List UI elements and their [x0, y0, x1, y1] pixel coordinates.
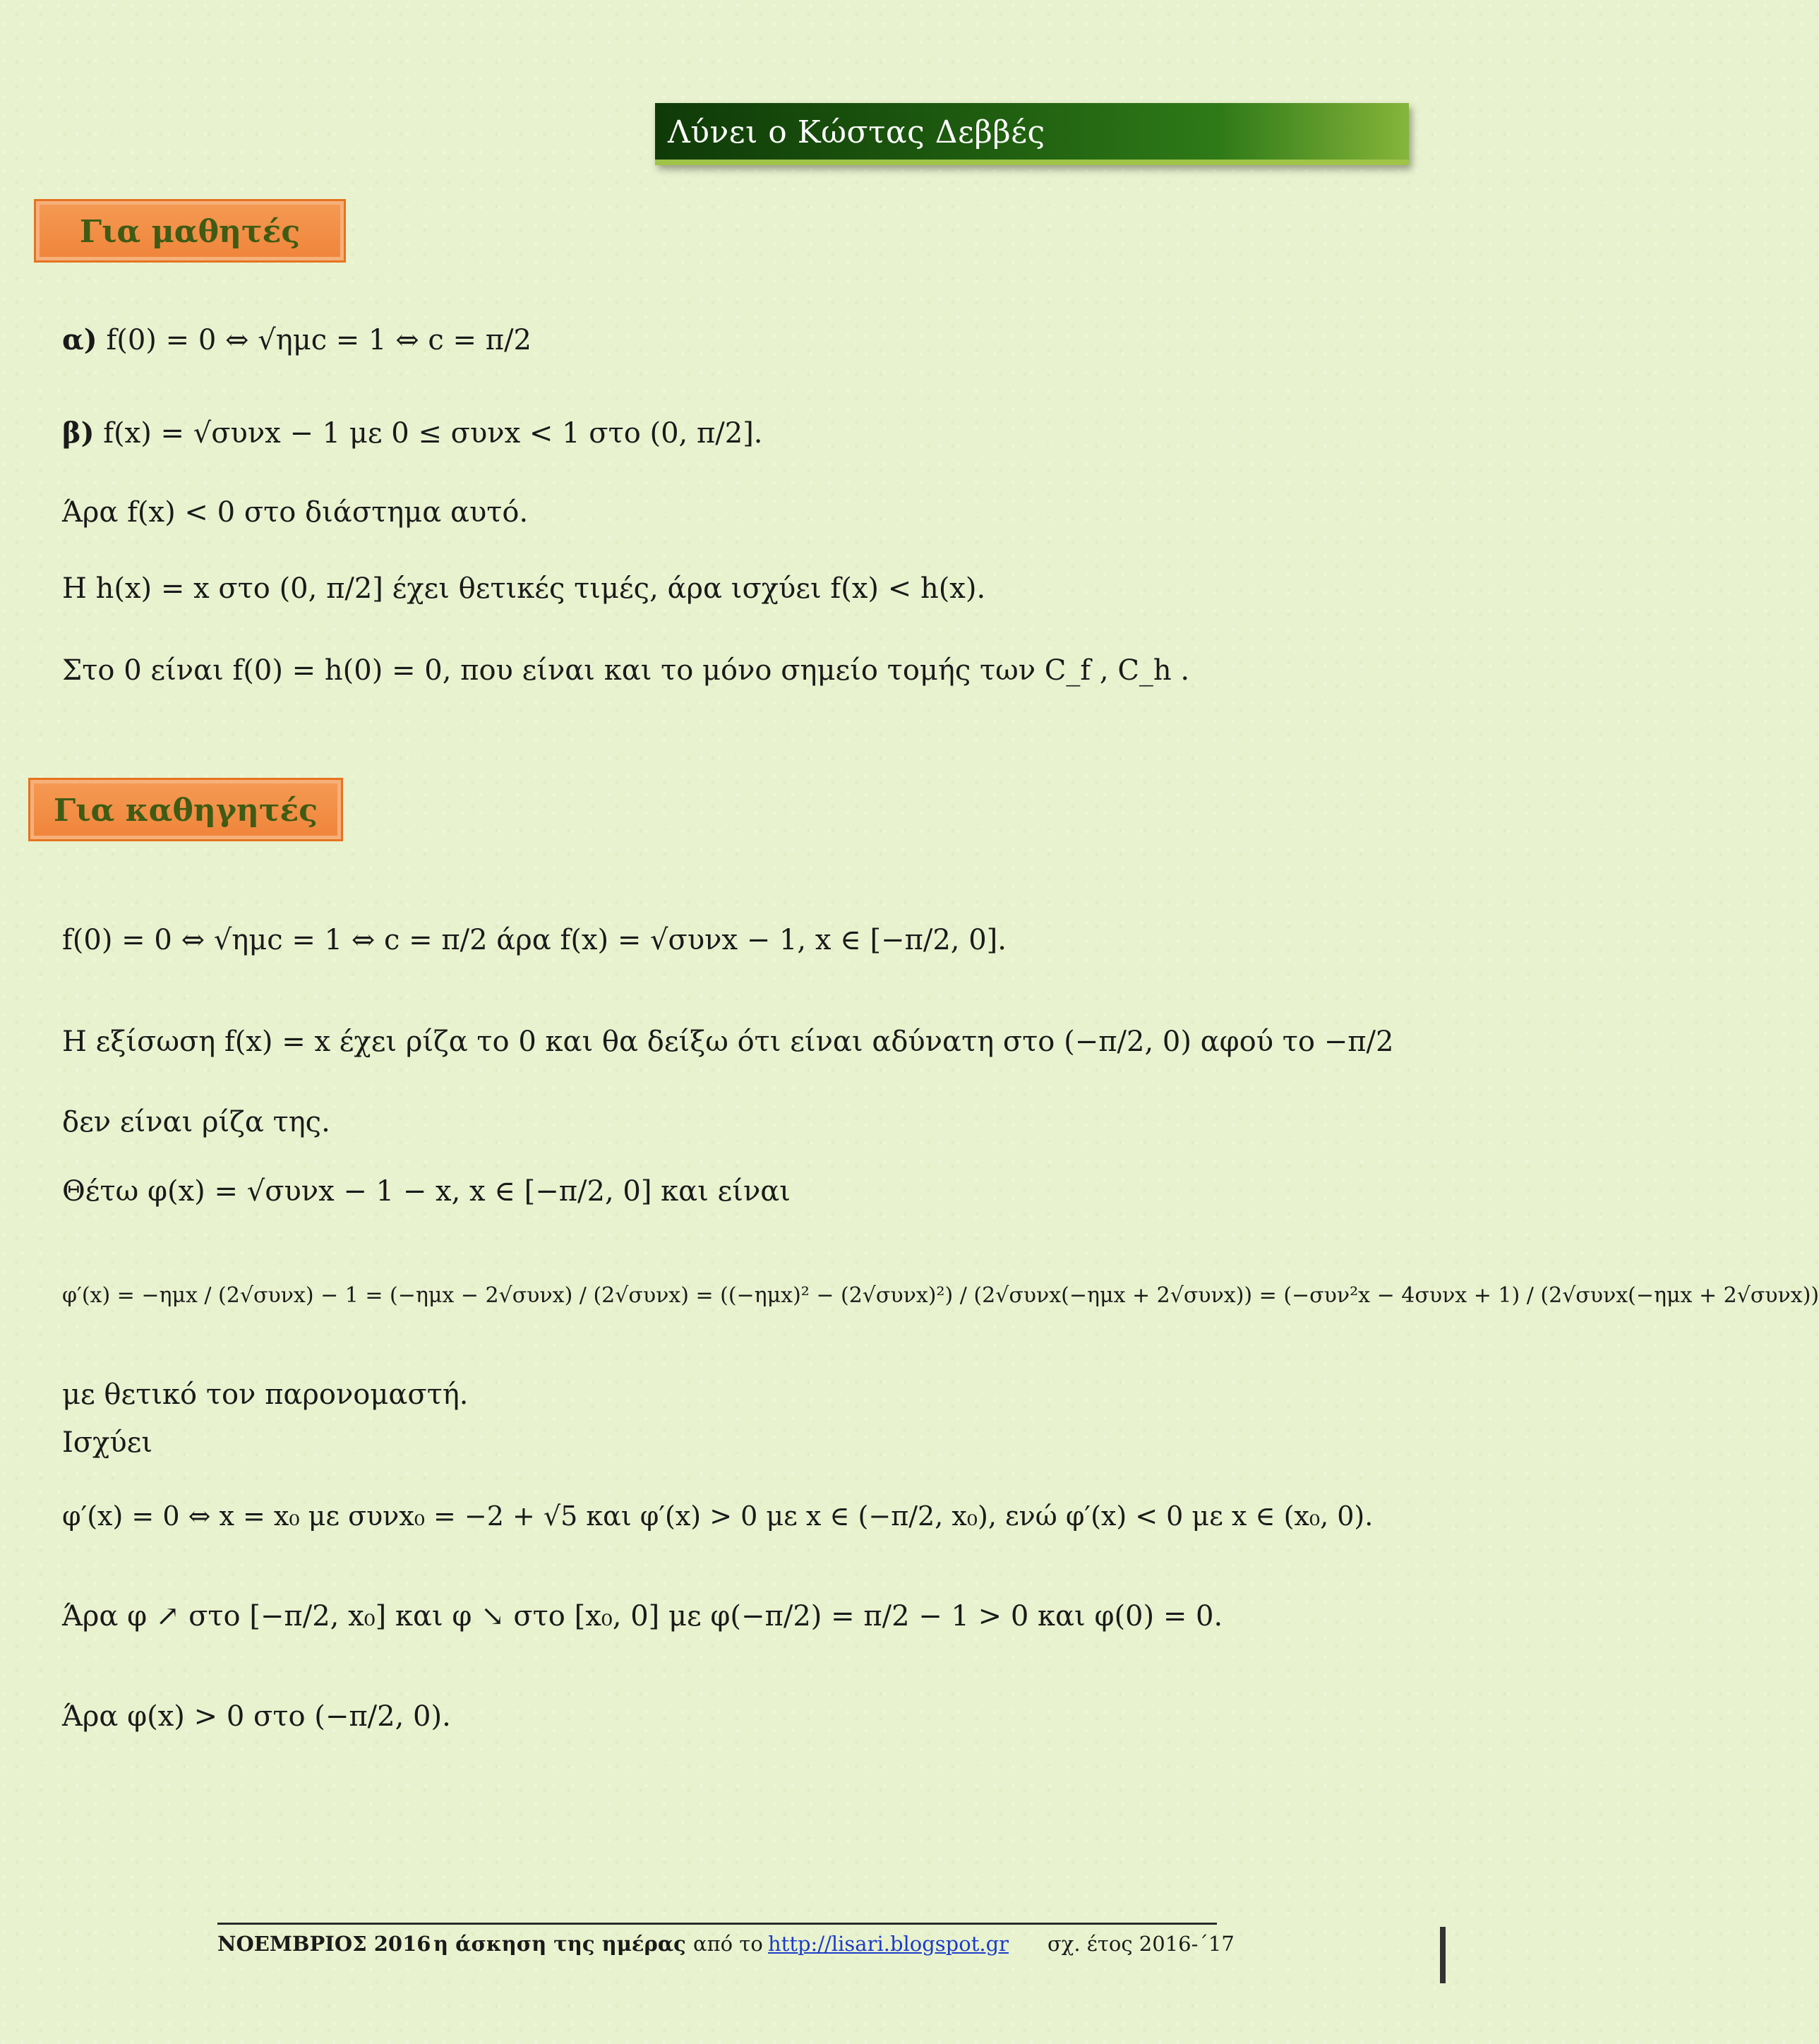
teachers-line-3: δεν είναι ρίζα της.: [62, 1106, 330, 1138]
teachers-line-10: Άρα φ(x) > 0 στο (−π/2, 0).: [62, 1700, 451, 1733]
footer-link[interactable]: http://lisari.blogspot.gr: [768, 1932, 1009, 1956]
author-name: Λύνει ο Κώστας Δεββές: [668, 114, 1045, 150]
label-alpha: α): [62, 323, 97, 356]
page-edge-mark: [1440, 1927, 1446, 1983]
footer-month: ΝΟΕΜΒΡΙΟΣ 2016: [217, 1932, 431, 1956]
teachers-line-9: Άρα φ ↗ στο [−π/2, x₀] και φ ↘ στο [x₀, 0] με φ(−π/2) = π/2 − 1 > 0 και φ(0) = 0.: [62, 1600, 1223, 1633]
students-line-5: Στο 0 είναι f(0) = h(0) = 0, που είναι και το μόνο σημείο τομής των C_f , C_h .: [62, 654, 1190, 687]
teachers-line-4: Θέτω φ(x) = √συνx − 1 − x, x ∈ [−π/2, 0] και είναι: [62, 1175, 791, 1208]
students-line-4: Η h(x) = x στο (0, π/2] έχει θετικές τιμές, άρα ισχύει f(x) < h(x).: [62, 572, 986, 605]
teachers-line-1: f(0) = 0 ⇔ √ημc = 1 ⇔ c = π/2 άρα f(x) = √συνx − 1, x ∈ [−π/2, 0].: [62, 924, 1007, 956]
author-banner: [655, 103, 1409, 165]
section-title-teachers: Για καθηγητές: [53, 793, 318, 829]
footer-divider: [217, 1923, 1217, 1925]
formula: f(x) = √συνx − 1 με 0 ≤ συνx < 1 στο (0, π/2].: [103, 417, 763, 450]
students-line-beta: [62, 414, 1403, 453]
footer-school-year: σχ. έτος 2016-΄17: [1047, 1932, 1235, 1956]
footer-from: από το: [693, 1932, 763, 1956]
students-line-3: Άρα f(x) < 0 στο διάστημα αυτό.: [62, 496, 529, 529]
section-title-students: Για μαθητές: [79, 214, 301, 250]
teachers-line-2: Η εξίσωση f(x) = x έχει ρίζα το 0 και θα δείξω ότι είναι αδύνατη στο (−π/2, 0) αφού το −π/2: [62, 1026, 1394, 1058]
students-line-alpha: [62, 320, 1403, 360]
teachers-line-7: Ισχύει: [62, 1426, 153, 1459]
teachers-line-6: με θετικό τον παρονομαστή.: [62, 1378, 469, 1411]
formula: f(0) = 0 ⇔ √ημc = 1 ⇔ c = π/2: [106, 324, 532, 356]
section-heading-teachers: [28, 778, 343, 841]
section-heading-students: [34, 199, 346, 263]
footer-exercise: η άσκηση της ημέρας: [433, 1932, 686, 1956]
teachers-line-5: φ′(x) = −ημx / (2√συνx) − 1 = (−ημx − 2√συνx) / (2√συνx) = ((−ημx)² − (2√συνx)²) / (2√συνx(−ημx + 2√συνx)) = (−συν²x − 4συνx + 1) / (2√συνx(−ημx + 2√συνx)): [62, 1283, 1819, 1308]
label-beta: β): [62, 416, 95, 450]
teachers-line-8: φ′(x) = 0 ⇔ x = x₀ με συνx₀ = −2 + √5 και φ′(x) > 0 με x ∈ (−π/2, x₀), ενώ φ′(x) < 0 με x ∈ (x₀, 0).: [62, 1501, 1374, 1532]
